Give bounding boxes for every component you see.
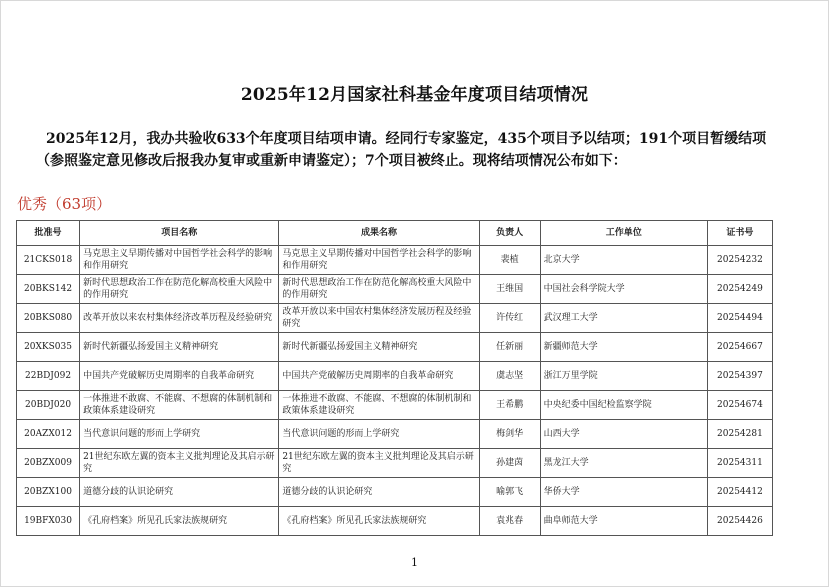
cell-work-unit: 中央纪委中国纪检监察学院: [540, 391, 707, 420]
cell-certificate-no: 20254674: [707, 391, 772, 420]
cell-certificate-no: 20254397: [707, 362, 772, 391]
cell-approval-no: 20BKS080: [17, 304, 80, 333]
intro-line-1: 2025年12月，我办共验收633个年度项目结项申请。经同行专家鉴定，435个项目予以结项；191个项目暂缓结项: [46, 131, 767, 147]
cell-approval-no: 20BZX009: [17, 449, 80, 478]
table-row: [17, 391, 773, 420]
header-leader: 负责人: [479, 221, 540, 246]
cell-certificate-no: 20254281: [707, 420, 772, 449]
cell-approval-no: 20BZX100: [17, 478, 80, 507]
cell-work-unit: 中国社会科学院大学: [540, 275, 707, 304]
cell-approval-no: 20XKS035: [17, 333, 80, 362]
table-header-row: [17, 221, 773, 246]
cell-certificate-no: 20254249: [707, 275, 772, 304]
cell-project-name: 《孔府档案》所见孔氏家法族规研究: [80, 507, 279, 536]
cell-leader: 任新丽: [479, 333, 540, 362]
cell-leader: 王希鹏: [479, 391, 540, 420]
cell-approval-no: 20BKS142: [17, 275, 80, 304]
cell-outcome-name: 新时代思想政治工作在防范化解高校重大风险中的作用研究: [279, 275, 479, 304]
cell-leader: 喻郭飞: [479, 478, 540, 507]
table-row: [17, 507, 773, 536]
cell-certificate-no: 20254232: [707, 246, 772, 275]
header-project-name: 项目名称: [80, 221, 279, 246]
cell-outcome-name: 中国共产党破解历史周期率的自我革命研究: [279, 362, 479, 391]
table-row: [17, 449, 773, 478]
results-table: [16, 220, 773, 536]
document-title: 2025年12月国家社科基金年度项目结项情况: [240, 85, 589, 105]
table-row: [17, 333, 773, 362]
cell-project-name: 改革开放以来农村集体经济改革历程及经验研究: [80, 304, 279, 333]
page-number: 1: [411, 556, 418, 569]
cell-work-unit: 华侨大学: [540, 478, 707, 507]
cell-certificate-no: 20254667: [707, 333, 772, 362]
header-work-unit: 工作单位: [540, 221, 707, 246]
cell-leader: 孙建茵: [479, 449, 540, 478]
cell-outcome-name: 马克思主义早期传播对中国哲学社会科学的影响和作用研究: [279, 246, 479, 275]
cell-certificate-no: 20254494: [707, 304, 772, 333]
cell-project-name: 道德分歧的认识论研究: [80, 478, 279, 507]
cell-project-name: 21世纪东欧左翼的资本主义批判理论及其启示研究: [80, 449, 279, 478]
cell-outcome-name: 改革开放以来中国农村集体经济发展历程及经验研究: [279, 304, 479, 333]
table-row: [17, 362, 773, 391]
cell-project-name: 新时代思想政治工作在防范化解高校重大风险中的作用研究: [80, 275, 279, 304]
cell-outcome-name: 《孔府档案》所见孔氏家法族规研究: [279, 507, 479, 536]
header-certificate-no: 证书号: [707, 221, 772, 246]
cell-approval-no: 21CKS018: [17, 246, 80, 275]
cell-outcome-name: 一体推进不敢腐、不能腐、不想腐的体制机制和政策体系建设研究: [279, 391, 479, 420]
cell-outcome-name: 当代意识问题的形而上学研究: [279, 420, 479, 449]
cell-work-unit: 北京大学: [540, 246, 707, 275]
header-outcome-name: 成果名称: [279, 221, 479, 246]
cell-outcome-name: 道德分歧的认识论研究: [279, 478, 479, 507]
cell-work-unit: 山西大学: [540, 420, 707, 449]
cell-approval-no: 22BDJ092: [17, 362, 80, 391]
cell-work-unit: 黑龙江大学: [540, 449, 707, 478]
cell-certificate-no: 20254311: [707, 449, 772, 478]
cell-leader: 虞志坚: [479, 362, 540, 391]
cell-project-name: 当代意识问题的形而上学研究: [80, 420, 279, 449]
cell-project-name: 新时代新疆弘扬爱国主义精神研究: [80, 333, 279, 362]
table-row: [17, 478, 773, 507]
cell-leader: 王维国: [479, 275, 540, 304]
intro-line-2: （参照鉴定意见修改后报我办复审或重新申请鉴定）；7个项目被终止。现将结项情况公布如下：: [36, 153, 627, 169]
cell-certificate-no: 20254412: [707, 478, 772, 507]
cell-work-unit: 曲阜师范大学: [540, 507, 707, 536]
table-row: [17, 304, 773, 333]
cell-work-unit: 浙江万里学院: [540, 362, 707, 391]
cell-work-unit: 武汉理工大学: [540, 304, 707, 333]
cell-leader: 袁兆春: [479, 507, 540, 536]
cell-project-name: 中国共产党破解历史周期率的自我革命研究: [80, 362, 279, 391]
cell-outcome-name: 新时代新疆弘扬爱国主义精神研究: [279, 333, 479, 362]
cell-leader: 裴植: [479, 246, 540, 275]
section-title-excellent: 优秀（63项）: [17, 195, 112, 213]
cell-approval-no: 19BFX030: [17, 507, 80, 536]
intro-paragraph: [36, 128, 806, 172]
cell-leader: 梅剑华: [479, 420, 540, 449]
cell-certificate-no: 20254426: [707, 507, 772, 536]
cell-project-name: 一体推进不敢腐、不能腐、不想腐的体制机制和政策体系建设研究: [80, 391, 279, 420]
cell-approval-no: 20BDJ020: [17, 391, 80, 420]
cell-leader: 许传红: [479, 304, 540, 333]
table-row: [17, 275, 773, 304]
cell-approval-no: 20AZX012: [17, 420, 80, 449]
table-row: [17, 420, 773, 449]
table-row: [17, 246, 773, 275]
header-approval-no: 批准号: [17, 221, 80, 246]
cell-outcome-name: 21世纪东欧左翼的资本主义批判理论及其启示研究: [279, 449, 479, 478]
cell-work-unit: 新疆师范大学: [540, 333, 707, 362]
cell-project-name: 马克思主义早期传播对中国哲学社会科学的影响和作用研究: [80, 246, 279, 275]
